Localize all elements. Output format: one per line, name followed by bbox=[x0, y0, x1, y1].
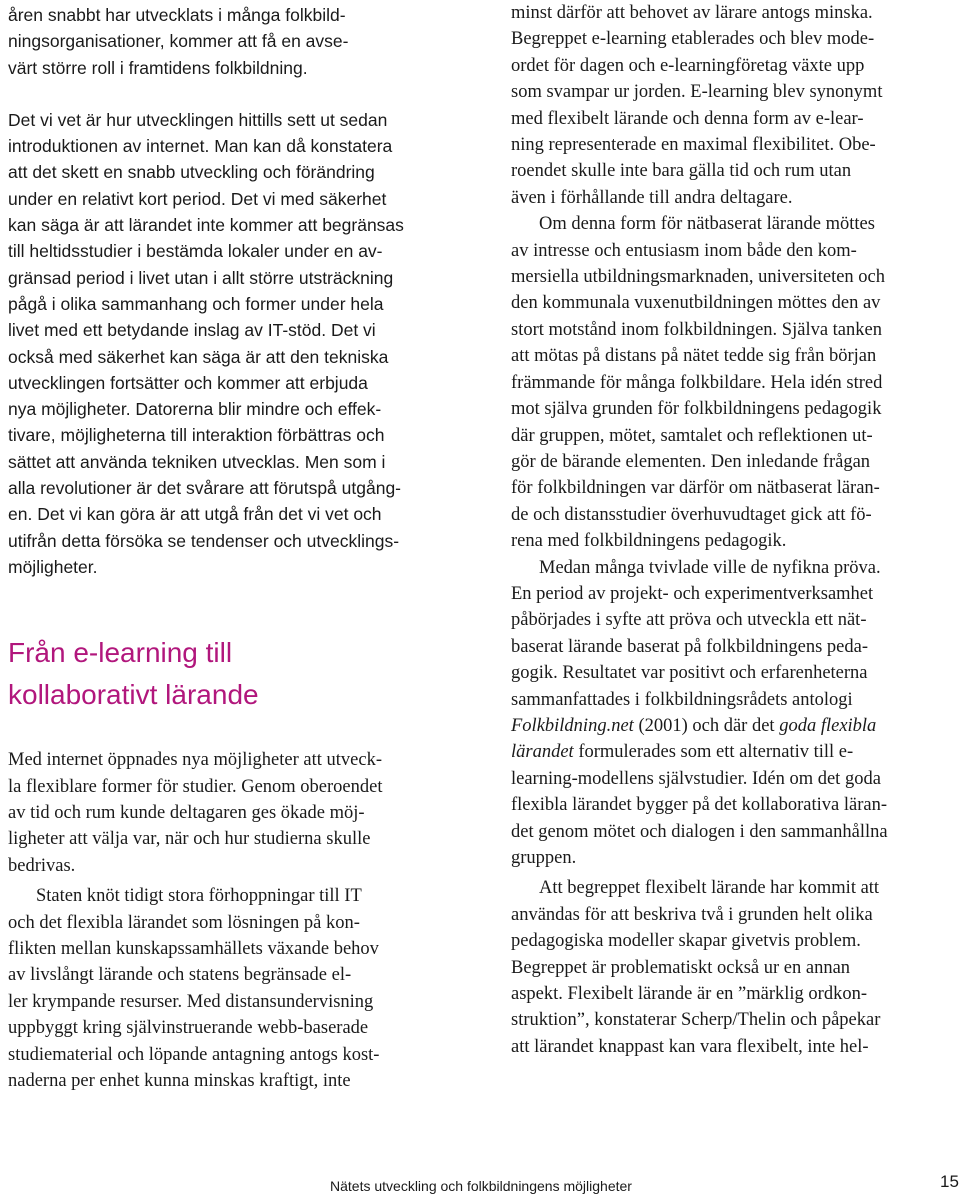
paragraph-experiments bbox=[511, 555, 959, 872]
text-line: det genom mötet och dialogen i den sammanhållna bbox=[511, 821, 888, 842]
text-line: som svampar ur jorden. E-learning blev synonymt bbox=[511, 82, 883, 103]
text-line: studiematerial och löpande antagning antogs kost- bbox=[8, 1044, 380, 1065]
text-line bbox=[511, 713, 959, 739]
text-line: mersiella utbildningsmarknaden, universiteten och bbox=[511, 267, 886, 288]
text-line: en. Det vi kan göra är att utgå från det vi vet och bbox=[8, 504, 382, 525]
text-line: naderna per enhet kunna minskas kraftigt, inte bbox=[8, 1071, 351, 1092]
text-line: kan säga är att lärandet inte kommer att begränsas bbox=[8, 215, 404, 236]
text-line: la flexiblare former för studier. Genom oberoendet bbox=[8, 776, 383, 797]
text-line: gör de bärande elementen. Den inledande frågan bbox=[511, 451, 871, 472]
text-line: även i förhållande till andra deltagare. bbox=[511, 187, 793, 208]
text-line: nya möjligheter. Datorerna blir mindre och effek- bbox=[8, 399, 382, 420]
text-line: med flexibelt lärande och denna form av e-lear- bbox=[511, 108, 864, 129]
text-line: utifrån detta försöka se tendenser och utvecklings- bbox=[8, 530, 400, 551]
text-line: gruppen. bbox=[511, 848, 577, 868]
right-column bbox=[511, 0, 959, 1060]
text-line: ningsorganisationer, kommer att få en avse- bbox=[8, 31, 349, 52]
text-line: möjligheter. bbox=[8, 556, 98, 577]
book-title: Folkbildning.net bbox=[511, 715, 634, 736]
paragraph-development bbox=[8, 107, 452, 580]
text-line: ordet för dagen och e-learningföretag växte upp bbox=[511, 55, 865, 76]
text-line: där gruppen, mötet, samtalet och reflektionen ut- bbox=[511, 425, 873, 446]
text-line: flikten mellan kunskapssamhällets växande behov bbox=[8, 939, 379, 960]
text-line: Det vi vet är hur utvecklingen hittills sett ut sedan bbox=[8, 109, 388, 130]
text-line: ler krympande resurser. Med distansundervisning bbox=[8, 991, 374, 1012]
text-line: pågå i olika sammanhang och former under hela bbox=[8, 293, 384, 314]
text-line: struktion”, konstaterar Scherp/Thelin och påpekar bbox=[511, 1010, 881, 1031]
text-line: de och distansstudier överhuvudtaget gick att fö- bbox=[511, 504, 872, 525]
paragraph-flexible bbox=[511, 875, 959, 1060]
text-line: Medan många tvivlade ville de nyfikna pröva. bbox=[539, 557, 881, 578]
text-line: den kommunala vuxenutbildningen möttes den av bbox=[511, 293, 881, 314]
paragraph-resistance bbox=[511, 211, 959, 554]
left-column bbox=[8, 0, 452, 1095]
text-line: flexibla lärandet bygger på det kollaborativa läran- bbox=[511, 795, 887, 816]
text-line: gogik. Resultatet var positivt och erfarenheterna bbox=[511, 663, 868, 684]
text-line: för folkbildningen var därför om nätbaserat läran- bbox=[511, 478, 880, 499]
text-line: mot själva grunden för folkbildningens pedagogik bbox=[511, 399, 882, 420]
running-title: Nätets utveckling och folkbildningens möjligheter bbox=[330, 1178, 632, 1194]
paragraph-e-learning bbox=[511, 0, 959, 211]
paragraph-intro bbox=[8, 2, 452, 81]
text-line: aspekt. Flexibelt lärande är en ”märklig ordkon- bbox=[511, 984, 867, 1005]
heading-line: Från e-learning till bbox=[8, 637, 233, 669]
section-heading bbox=[8, 632, 452, 716]
text-line: åren snabbt har utvecklats i många folkbild- bbox=[8, 5, 346, 25]
text-line: introduktionen av internet. Man kan då konstatera bbox=[8, 136, 393, 157]
text-line: Att begreppet flexibelt lärande har kommit att bbox=[539, 878, 880, 899]
text-line: till heltidsstudier i bestämda lokaler under en av- bbox=[8, 241, 383, 262]
text-line: av intresse och entusiasm inom både den kom- bbox=[511, 240, 857, 261]
emphasis: goda flexibla bbox=[779, 715, 877, 736]
text-line: learning-modellens självstudier. Idén om det goda bbox=[511, 768, 881, 789]
text-line: Med internet öppnades nya möjligheter att utveck- bbox=[8, 750, 382, 771]
text-line: En period av projekt- och experimentverksamhet bbox=[511, 583, 874, 604]
text-line: påbörjades i syfte att pröva och utveckla ett nät- bbox=[511, 610, 867, 631]
paragraph-internet bbox=[8, 747, 452, 879]
text-line: tivare, möjligheterna till interaktion förbättras och bbox=[8, 425, 385, 446]
text-line: att det skett en snabb utveckling och förändring bbox=[8, 162, 375, 183]
page-number: 15 bbox=[940, 1172, 959, 1191]
text-line: gränsad period i livet utan i allt större utsträckning bbox=[8, 267, 394, 288]
text-line: ning representerade en maximal flexibilitet. Obe- bbox=[511, 135, 876, 156]
text-line: uppbyggt kring självinstruerande webb-baserade bbox=[8, 1018, 369, 1039]
text-line: ligheter att välja var, när och hur studierna skulle bbox=[8, 829, 371, 850]
text-line: sättet att använda tekniken utvecklas. Men som i bbox=[8, 451, 386, 472]
text-line: användas för att beskriva två i grunden helt olika bbox=[511, 904, 873, 925]
text-line: att lärandet knappast kan vara flexibelt, inte hel- bbox=[511, 1036, 869, 1057]
text-fragment: formulerades som ett alternativ till e- bbox=[573, 742, 854, 763]
text-line bbox=[511, 739, 959, 765]
text-line: utvecklingen fortsätter och kommer att erbjuda bbox=[8, 372, 368, 393]
text-line: och det flexibla lärandet som lösningen på kon- bbox=[8, 912, 360, 933]
text-line: Begreppet är problematiskt också ur en annan bbox=[511, 957, 851, 978]
text-line: minst därför att behovet av lärare antogs minska. bbox=[511, 3, 873, 23]
text-line: alla revolutioner är det svårare att förutspå utgång- bbox=[8, 478, 401, 499]
text-line: också med säkerhet kan säga är att den tekniska bbox=[8, 346, 389, 367]
text-line: värt större roll i framtidens folkbildning. bbox=[8, 57, 308, 78]
text-line: av tid och rum kunde deltagaren ges ökade möj- bbox=[8, 803, 365, 824]
heading-line: kollaborativt lärande bbox=[8, 679, 259, 711]
page-footer bbox=[330, 1170, 960, 1200]
text-fragment: (2001) och där det bbox=[633, 715, 780, 736]
text-line: pedagogiska modeller skapar givetvis problem. bbox=[511, 931, 861, 952]
text-line: livet med ett betydande inslag av IT-stöd. Det vi bbox=[8, 320, 376, 341]
text-line: Staten knöt tidigt stora förhoppningar till IT bbox=[36, 886, 362, 907]
emphasis: lärandet bbox=[511, 742, 574, 763]
text-line: Begreppet e-learning etablerades och blev mode- bbox=[511, 29, 875, 50]
text-line: baserat lärande baserat på folkbildningens peda- bbox=[511, 636, 869, 657]
text-line: sammanfattades i folkbildningsrådets antologi bbox=[511, 689, 853, 710]
text-line: stort motstånd inom folkbildningen. Själva tanken bbox=[511, 319, 882, 340]
text-line: roendet skulle inte bara gälla tid och rum utan bbox=[511, 161, 852, 182]
paragraph-staten bbox=[8, 883, 452, 1094]
text-line: bedrivas. bbox=[8, 855, 76, 876]
text-line: Om denna form för nätbaserat lärande möttes bbox=[539, 214, 875, 235]
text-line: under en relativt kort period. Det vi med säkerhet bbox=[8, 188, 387, 209]
text-line: av livslångt lärande och statens begränsade el- bbox=[8, 965, 352, 986]
text-line: att mötas på distans på nätet tedde sig från början bbox=[511, 346, 877, 367]
text-line: främmande för många folkbildare. Hela idén stred bbox=[511, 372, 883, 393]
text-line: rena med folkbildningens pedagogik. bbox=[511, 531, 787, 552]
